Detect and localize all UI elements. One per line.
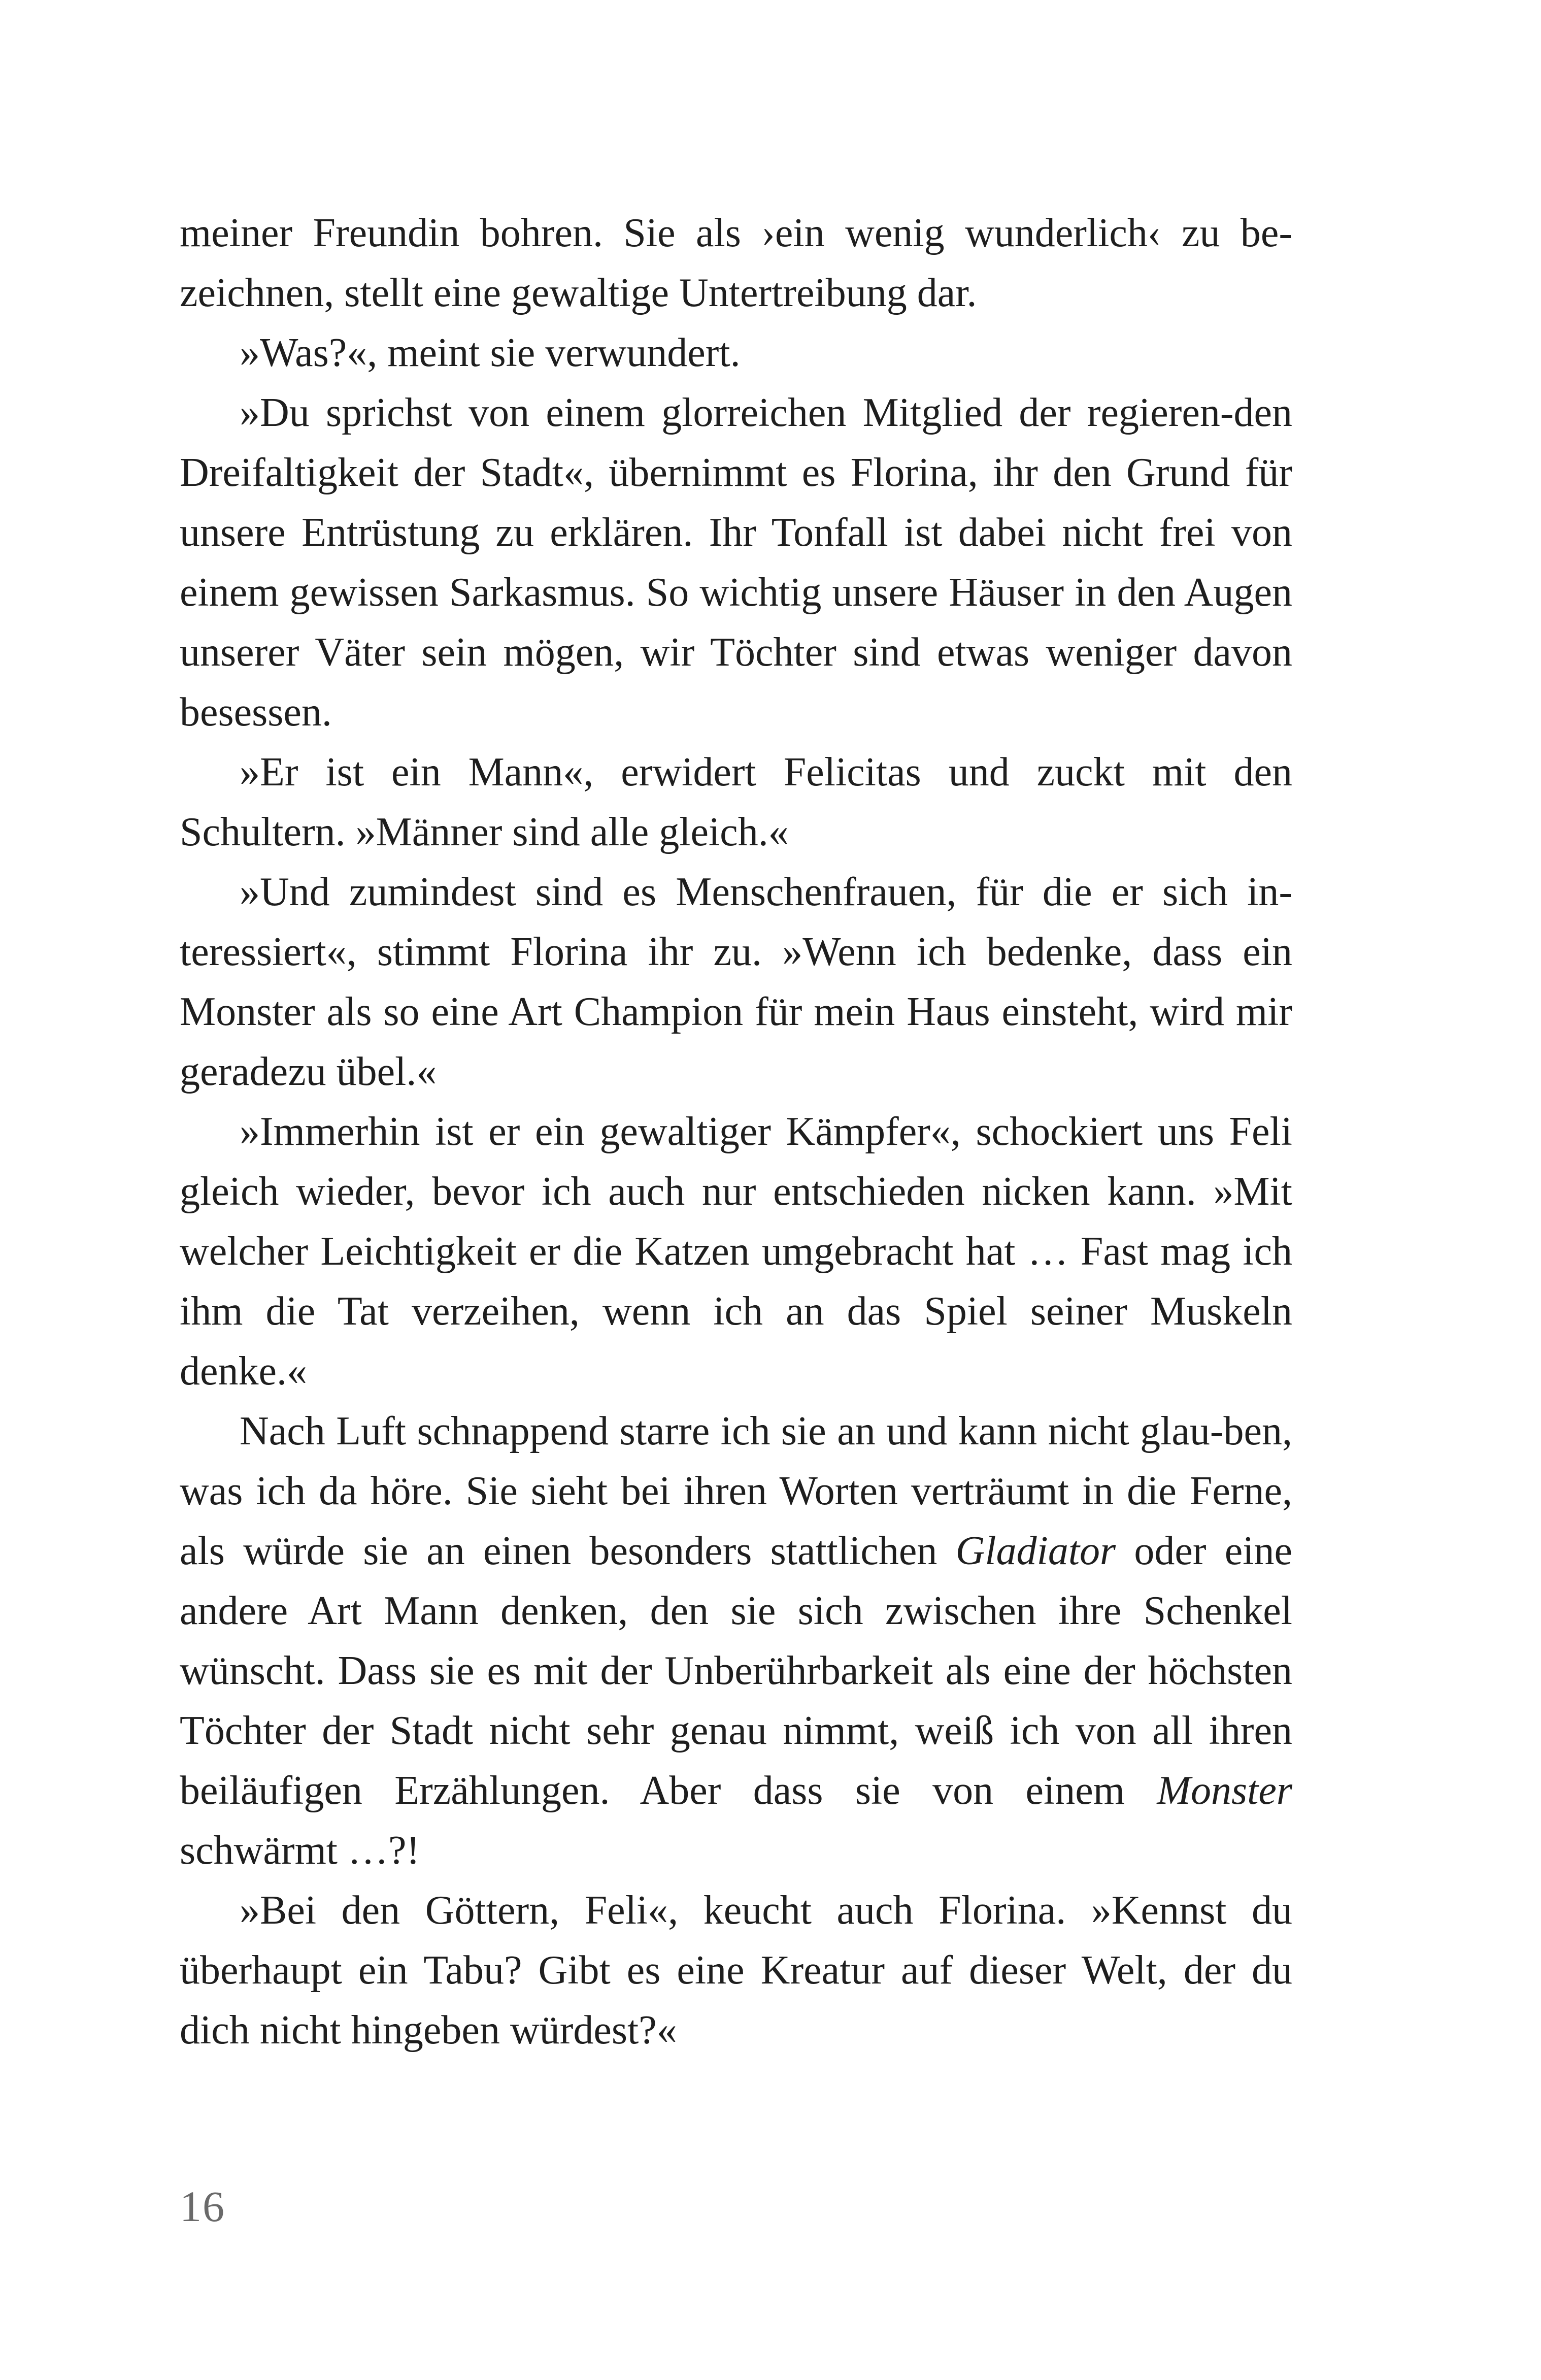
body-text [180, 203, 1292, 2060]
italic-text: Gladiator [955, 1529, 1116, 1573]
page-number: 16 [180, 2182, 225, 2231]
paragraph [180, 203, 1292, 323]
paragraph [180, 1880, 1292, 2060]
paragraph [180, 1401, 1292, 1880]
text-run: meiner Freundin bohren. Sie als ›ein wenig wunderlich‹ zu be-zeichnen, stellt eine gewaltige Untertreibung dar. [180, 211, 1292, 315]
text-run: oder eine andere Art Mann denken, den sie sich zwischen ihre Schenkel wünscht. Dass sie es mit der Unberührbarkeit als eine der höchsten Töchter der Stadt nicht sehr genau nimmt, weiß ich von all ihren beiläufigen Erzählungen. Aber dass sie von einem [180, 1529, 1292, 1813]
text-run: »Was?«, meint sie verwundert. [240, 330, 741, 375]
paragraph [180, 383, 1292, 742]
text-run: schwärmt …?! [180, 1828, 420, 1873]
paragraph [180, 742, 1292, 862]
text-run: »Du sprichst von einem glorreichen Mitglied der regieren-den Dreifaltigkeit der Stadt«, übernimmt es Florina, ihr den Grund für unsere Entrüstung zu erklären. Ihr Tonfall ist dabei nicht frei von einem gewissen Sarkasmus. So wichtig unsere Häuser in den Augen unserer Väter sein mögen, wir Töchter sind etwas weniger davon besessen. [180, 390, 1292, 735]
text-run: »Und zumindest sind es Menschenfrauen, für die er sich in-teressiert«, stimmt Florina ihr zu. »Wenn ich bedenke, dass ein Monster als so eine Art Champion für mein Haus einsteht, wird mir geradezu übel.« [180, 870, 1292, 1094]
paragraph [180, 862, 1292, 1102]
text-run: »Er ist ein Mann«, erwidert Felicitas und zuckt mit den Schultern. »Männer sind alle gleich.« [180, 750, 1292, 854]
text-run: »Bei den Göttern, Feli«, keucht auch Florina. »Kennst du überhaupt ein Tabu? Gibt es eine Kreatur auf dieser Welt, der du dich nicht hingeben würdest?« [180, 1888, 1292, 2053]
italic-text: Monster [1157, 1768, 1292, 1813]
paragraph [180, 323, 1292, 383]
text-run: »Immerhin ist er ein gewaltiger Kämpfer«, schockiert uns Feli gleich wieder, bevor ich auch nur entschieden nicken kann. »Mit welcher Leichtigkeit er die Katzen umgebracht hat … Fast mag ich ihm die Tat verzeihen, wenn ich an das Spiel seiner Muskeln denke.« [180, 1109, 1292, 1394]
paragraph [180, 1102, 1292, 1401]
text-run: Nach Luft schnappend starre ich sie an und kann nicht glau-ben, was ich da höre. Sie sieht bei ihren Worten verträumt in die Ferne, als würde sie an einen besonders stattlichen [180, 1409, 1292, 1573]
